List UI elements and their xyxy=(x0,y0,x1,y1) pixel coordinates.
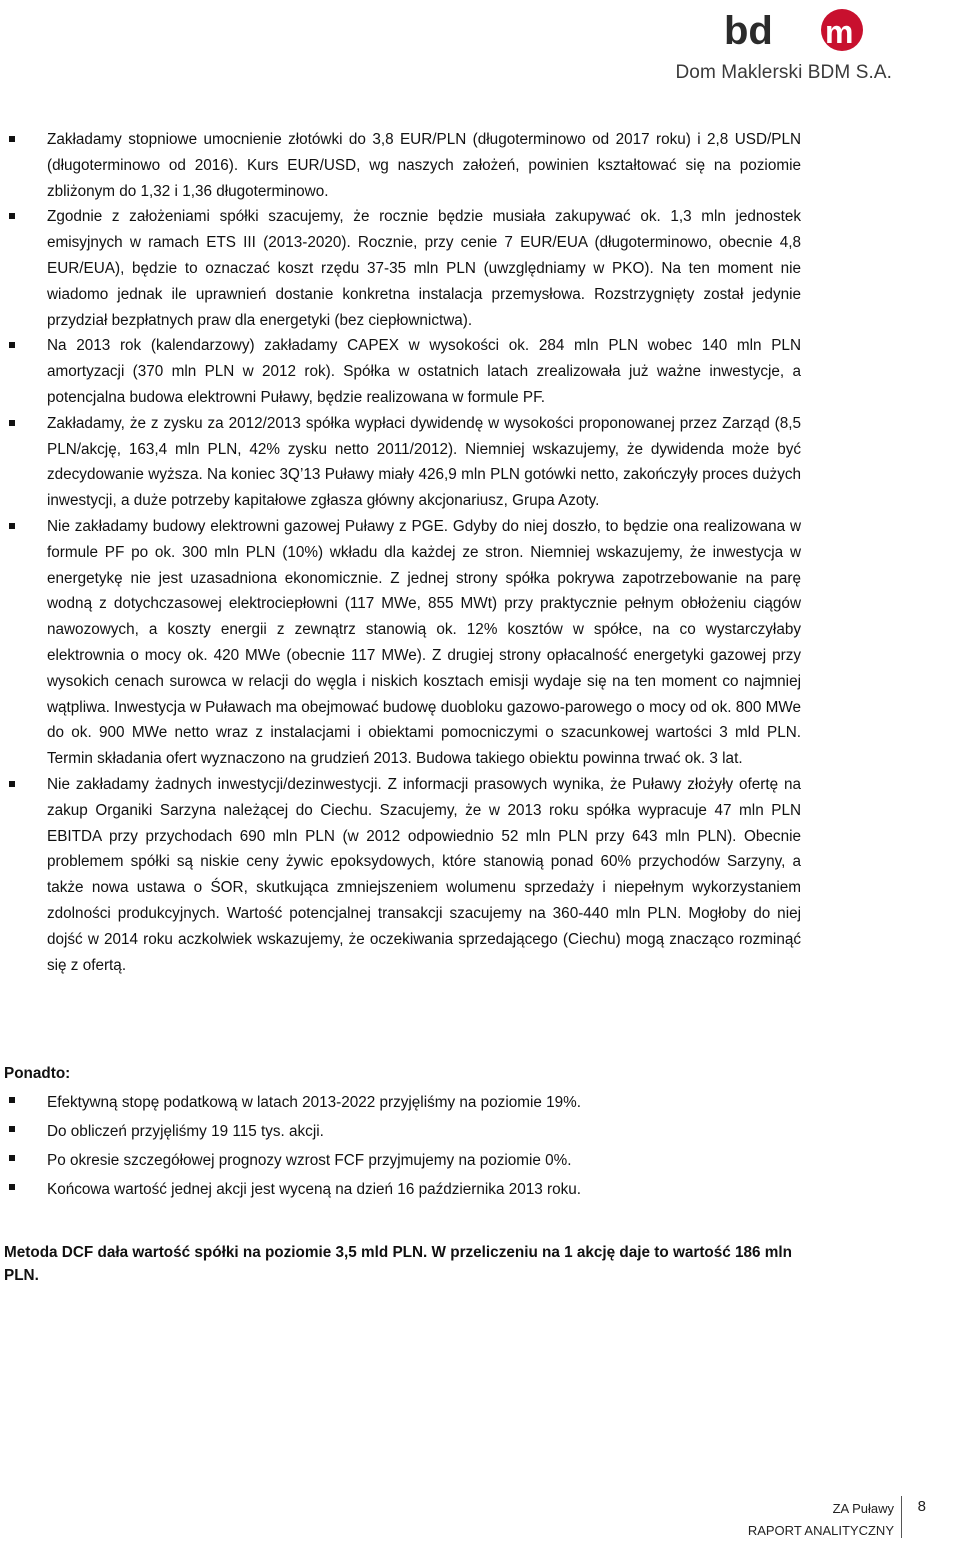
footer-company: ZA Puławy xyxy=(832,1501,894,1516)
list-item: Po okresie szczegółowej prognozy wzrost FCF przyjmujemy na poziomie 0%. xyxy=(47,1146,801,1175)
footer-report-type: RAPORT ANALITYCZNY xyxy=(747,1523,894,1538)
dcf-summary: Metoda DCF dała wartość spółki na poziomie 3,5 mld PLN. W przeliczeniu na 1 akcję daje to wartość 186 mln PLN. xyxy=(4,1244,792,1284)
list-item: Końcowa wartość jednej akcji jest wyceną na dzień 16 października 2013 roku. xyxy=(47,1175,801,1204)
assumptions-list xyxy=(0,127,960,978)
list-item: Nie zakładamy budowy elektrowni gazowej Puławy z PGE. Gdyby do niej doszło, to będzie ona realizowana w formule PF po ok. 300 mln PLN (10%) wkładu dla każdej ze stron. Niemniej wskazujemy, że inwestycja w energetykę nie jest uzasadniona ekonomicznie. Z jednej strony spółka pokrywa zapotrzebowanie na parę wodną z dotychczasowej elektrociepłowni (117 MWe, 855 MWt) przy praktycznie pełnym obłożeniu ciągów nawozowych, a koszty energii z zewnątrz stanowią ok. 12% kosztów w spółce, na co wystarczyłaby elektrownia o mocy ok. 420 MWe (obecnie 117 MWe). Z drugiej strony opłacalność energetyki gazowej przy wysokich cenach surowca w relacji do węgla i niskich kosztach emisji wydaje się na ten moment co najmniej wątpliwa. Inwestycja w Puławach ma obejmować budowę duobloku gazowo-parowego o mocy od ok. 800 MWe do ok. 900 MWe netto wraz z instalacjami i obiektami pomocniczymi o szacunkowej wartości 3 mld PLN. Termin składania ofert wyznaczono na grudzień 2013. Budowa takiego obiektu powinna trwać ok. 3 lat. xyxy=(47,514,801,772)
footer-divider xyxy=(901,1496,902,1538)
list-item: Zakładamy stopniowe umocnienie złotówki do 3,8 EUR/PLN (długoterminowo od 2017 roku) i 2,8 USD/PLN (długoterminowo od 2016). Kurs EUR/USD, wg naszych założeń, powinien kształtować się na poziomie zbliżonym do 1,32 i 1,36 długoterminowo. xyxy=(47,127,801,204)
company-name: Dom Maklerski BDM S.A. xyxy=(675,62,892,83)
additional-assumptions-list xyxy=(0,1088,960,1204)
list-item: Zgodnie z założeniami spółki szacujemy, że rocznie będzie musiała zakupywać ok. 1,3 mln jednostek emisyjnych w ramach ETS III (2013-2020). Rocznie, przy cenie 7 EUR/EUA (długoterminowo, obecnie 4,8 EUR/EUA), będzie to oznaczać koszt rzędu 37-35 mln PLN (uwzględniamy w PKO). Na ten moment nie wiadomo jednak ile uprawnień dostanie konkretna instalacja przemysłowa. Rozstrzygnięty został jedynie przydział bezpłatnych praw dla energetyki (bez ciepłownictwa). xyxy=(47,204,801,333)
section-heading: Ponadto: xyxy=(4,1065,71,1082)
company-logo xyxy=(662,6,892,83)
svg-text:bd: bd xyxy=(724,9,773,52)
list-item: Nie zakładamy żadnych inwestycji/dezinwestycji. Z informacji prasowych wynika, że Puławy złożyły ofertę na zakup Organiki Sarzyna należącej do Ciechu. Szacujemy, że w 2013 roku spółka wypracuje 47 mln PLN EBITDA przy przychodach 690 mln PLN (w 2012 odpowiednio 52 mln PLN przy 643 mln PLN). Obecnie problemem spółki są niskie ceny żywic epoksydowych, które stanowią ponad 60% przychodów Sarzyny, a także nowa ustawa o ŚOR, skutkująca zmniejszeniem wolumenu sprzedaży i niepełnym wykorzystaniem zdolności produkcyjnych. Wartość potencjalnej transakcji szacujemy na 360-440 mln PLN. Mogłoby do niej dojść w 2014 roku aczkolwiek wskazujemy, że oczekiwania sprzedającego (Ciechu) mogą znacząco rozminąć się z ofertą. xyxy=(47,772,801,978)
list-item: Zakładamy, że z zysku za 2012/2013 spółka wypłaci dywidendę w wysokości proponowanej przez Zarząd (8,5 PLN/akcję, 163,4 mln PLN, 42% zysku netto 2011/2012). Niemniej wskazujemy, że dywidenda może być zdecydowanie wyższa. Na koniec 3Q’13 Puławy miały 426,9 mln PLN gotówki netto, zakończyły proces dużych inwestycji, a duże potrzeby kapitałowe zgłasza główny akcjonariusz, Grupa Azoty. xyxy=(47,411,801,514)
list-item: Do obliczeń przyjęliśmy 19 115 tys. akcji. xyxy=(47,1117,801,1146)
svg-text:m: m xyxy=(825,14,854,50)
list-item: Na 2013 rok (kalendarzowy) zakładamy CAPEX w wysokości ok. 284 mln PLN wobec 140 mln PLN amortyzacji (370 mln PLN w 2012 rok). Spółka w ostatnich latach zrealizowała już ważne inwestycje, a potencjalna budowa elektrowni Puławy, będzie realizowana w formule PF. xyxy=(47,333,801,410)
page-number: 8 xyxy=(917,1498,926,1515)
report-body xyxy=(0,127,960,978)
list-item: Efektywną stopę podatkową w latach 2013-2022 przyjęliśmy na poziomie 19%. xyxy=(47,1088,801,1117)
bdm-logo-icon xyxy=(724,6,884,52)
footer-labels xyxy=(748,1498,894,1542)
